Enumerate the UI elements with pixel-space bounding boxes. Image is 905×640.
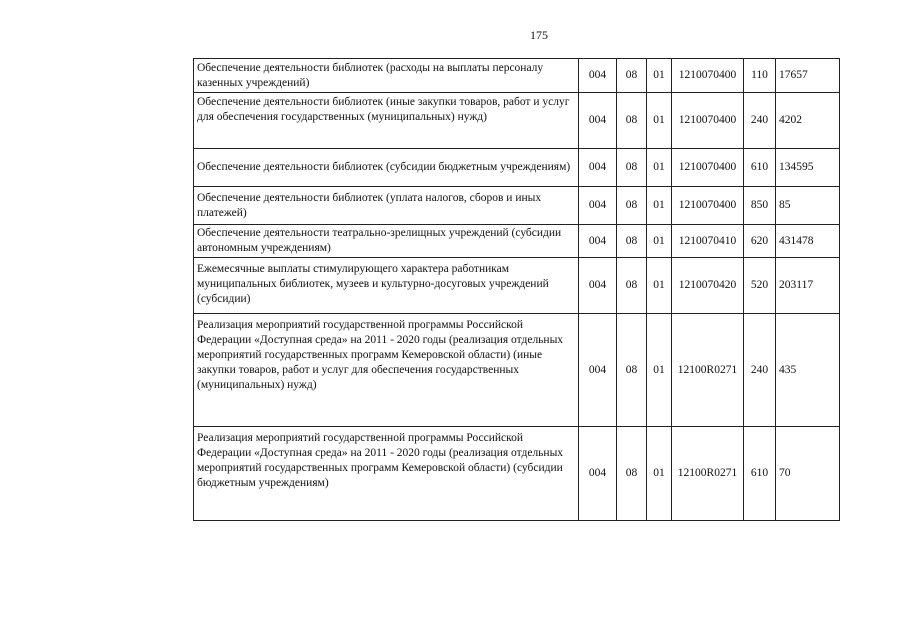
subsection-code: 01 xyxy=(647,93,672,149)
amount: 134595 xyxy=(776,149,840,187)
target-article-code: 1210070400 xyxy=(672,59,744,93)
page-number: 175 xyxy=(530,28,548,42)
target-article-code: 1210070400 xyxy=(672,93,744,149)
expense-type-code: 850 xyxy=(744,187,776,225)
amount: 70 xyxy=(776,427,840,521)
row-description: Обеспечение деятельности библиотек (субсидии бюджетным учреждениям) xyxy=(194,149,579,187)
table-row xyxy=(194,258,840,314)
target-article-code: 1210070410 xyxy=(672,225,744,258)
amount: 203117 xyxy=(776,258,840,314)
amount: 435 xyxy=(776,314,840,427)
amount: 17657 xyxy=(776,59,840,93)
table-row xyxy=(194,187,840,225)
table-row xyxy=(194,59,840,93)
department-code: 004 xyxy=(579,258,617,314)
section-code: 08 xyxy=(617,59,647,93)
expense-type-code: 610 xyxy=(744,149,776,187)
row-description: Обеспечение деятельности театрально-зрелищных учреждений (субсидии автономным учреждениям) xyxy=(194,225,579,258)
budget-table xyxy=(193,58,840,521)
amount: 85 xyxy=(776,187,840,225)
section-code: 08 xyxy=(617,314,647,427)
target-article-code: 1210070400 xyxy=(672,149,744,187)
subsection-code: 01 xyxy=(647,258,672,314)
expense-type-code: 110 xyxy=(744,59,776,93)
department-code: 004 xyxy=(579,149,617,187)
expense-type-code: 610 xyxy=(744,427,776,521)
section-code: 08 xyxy=(617,225,647,258)
subsection-code: 01 xyxy=(647,427,672,521)
subsection-code: 01 xyxy=(647,314,672,427)
table-row xyxy=(194,149,840,187)
amount: 4202 xyxy=(776,93,840,149)
target-article-code: 12100R0271 xyxy=(672,427,744,521)
row-description: Обеспечение деятельности библиотек (уплата налогов, сборов и иных платежей) xyxy=(194,187,579,225)
subsection-code: 01 xyxy=(647,225,672,258)
row-description: Обеспечение деятельности библиотек (иные закупки товаров, работ и услуг для обеспечения государственных (муниципальных) нужд) xyxy=(194,93,579,149)
section-code: 08 xyxy=(617,149,647,187)
department-code: 004 xyxy=(579,59,617,93)
expense-type-code: 240 xyxy=(744,93,776,149)
section-code: 08 xyxy=(617,93,647,149)
target-article-code: 1210070420 xyxy=(672,258,744,314)
expense-type-code: 620 xyxy=(744,225,776,258)
row-description: Ежемесячные выплаты стимулирующего характера работникам муниципальных библиотек, музеев и культурно-досуговых учреждений (субсидии) xyxy=(194,258,579,314)
expense-type-code: 240 xyxy=(744,314,776,427)
table-row xyxy=(194,225,840,258)
department-code: 004 xyxy=(579,93,617,149)
row-description: Обеспечение деятельности библиотек (расходы на выплаты персоналу казенных учреждений) xyxy=(194,59,579,93)
section-code: 08 xyxy=(617,427,647,521)
department-code: 004 xyxy=(579,225,617,258)
subsection-code: 01 xyxy=(647,187,672,225)
expense-type-code: 520 xyxy=(744,258,776,314)
department-code: 004 xyxy=(579,427,617,521)
target-article-code: 1210070400 xyxy=(672,187,744,225)
row-description: Реализация мероприятий государственной программы Российской Федерации «Доступная среда» на 2011 - 2020 годы (реализация отдельных мероприятий государственных программ Кемеровской области) (субсидии бюджетным учреждениям) xyxy=(194,427,579,521)
department-code: 004 xyxy=(579,314,617,427)
table-row xyxy=(194,427,840,521)
target-article-code: 12100R0271 xyxy=(672,314,744,427)
row-description: Реализация мероприятий государственной программы Российской Федерации «Доступная среда» на 2011 - 2020 годы (реализация отдельных мероприятий государственных программ Кемеровской области) (иные закупки товаров, работ и услуг для обеспечения государственных (муниципальных) нужд) xyxy=(194,314,579,427)
table-row xyxy=(194,314,840,427)
subsection-code: 01 xyxy=(647,59,672,93)
amount: 431478 xyxy=(776,225,840,258)
table-row xyxy=(194,93,840,149)
section-code: 08 xyxy=(617,258,647,314)
department-code: 004 xyxy=(579,187,617,225)
subsection-code: 01 xyxy=(647,149,672,187)
section-code: 08 xyxy=(617,187,647,225)
